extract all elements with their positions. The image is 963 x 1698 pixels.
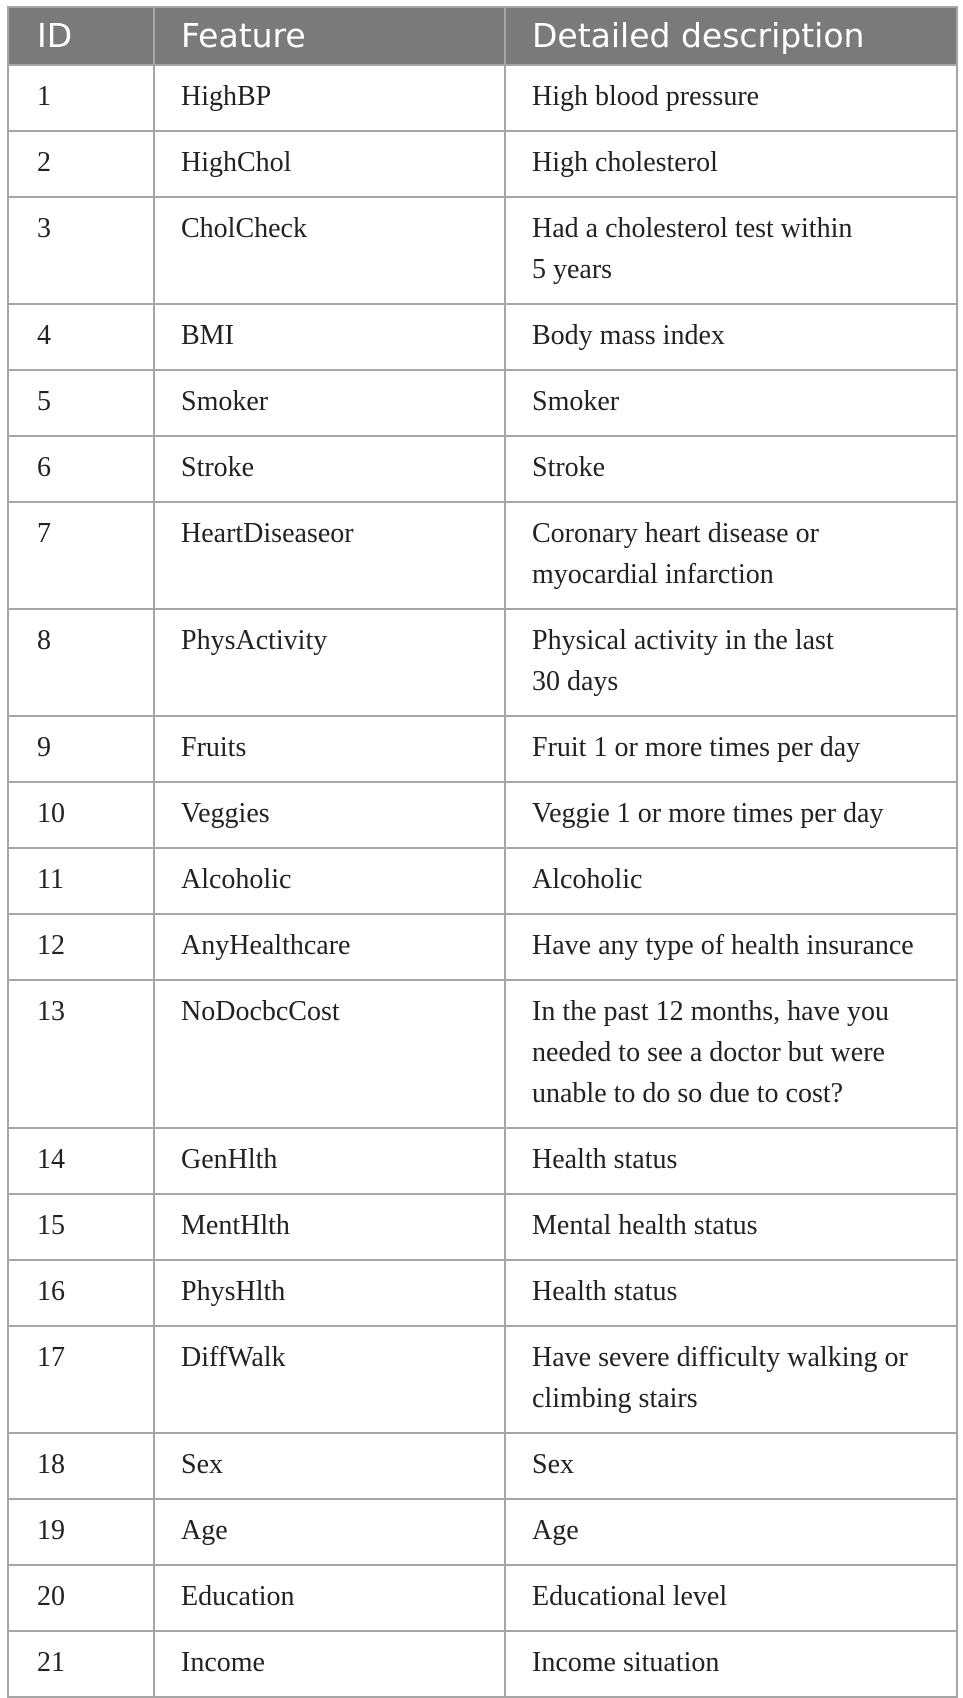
description-line: Coronary heart disease or — [532, 518, 819, 549]
cell-id: 5 — [8, 370, 154, 436]
table-row — [8, 1433, 957, 1499]
cell-description: Age — [505, 1499, 957, 1565]
cell-feature: PhysActivity — [154, 609, 505, 716]
description-line: unable to do so due to cost? — [532, 1078, 844, 1109]
description-line: climbing stairs — [532, 1383, 698, 1414]
table-row — [8, 65, 957, 131]
cell-description: Have any type of health insurance — [505, 914, 957, 980]
cell-description: Health status — [505, 1260, 957, 1326]
cell-feature: DiffWalk — [154, 1326, 505, 1433]
cell-description: Health status — [505, 1128, 957, 1194]
feature-table-container — [7, 6, 956, 1698]
cell-id: 6 — [8, 436, 154, 502]
cell-feature: PhysHlth — [154, 1260, 505, 1326]
description-line: In the past 12 months, have you — [532, 996, 889, 1027]
table-header — [8, 7, 957, 65]
table-row — [8, 848, 957, 914]
cell-description: Smoker — [505, 370, 957, 436]
cell-id: 8 — [8, 609, 154, 716]
cell-id: 20 — [8, 1565, 154, 1631]
cell-description: Stroke — [505, 436, 957, 502]
cell-id: 21 — [8, 1631, 154, 1697]
description-line: myocardial infarction — [532, 559, 774, 590]
cell-description — [505, 197, 957, 304]
cell-feature: AnyHealthcare — [154, 914, 505, 980]
cell-feature: HighBP — [154, 65, 505, 131]
cell-id: 14 — [8, 1128, 154, 1194]
cell-id: 4 — [8, 304, 154, 370]
cell-feature: Education — [154, 1565, 505, 1631]
cell-description: Veggie 1 or more times per day — [505, 782, 957, 848]
description-line: 5 years — [532, 254, 613, 285]
cell-id: 13 — [8, 980, 154, 1128]
cell-id: 19 — [8, 1499, 154, 1565]
table-row — [8, 131, 957, 197]
cell-feature: Income — [154, 1631, 505, 1697]
cell-feature: GenHlth — [154, 1128, 505, 1194]
header-feature: Feature — [154, 7, 505, 65]
table-row — [8, 1260, 957, 1326]
table-row — [8, 782, 957, 848]
cell-feature: CholCheck — [154, 197, 505, 304]
cell-feature: Veggies — [154, 782, 505, 848]
cell-feature: BMI — [154, 304, 505, 370]
cell-id: 10 — [8, 782, 154, 848]
table-row — [8, 1499, 957, 1565]
cell-id: 3 — [8, 197, 154, 304]
header-id: ID — [8, 7, 154, 65]
cell-feature: Alcoholic — [154, 848, 505, 914]
cell-id: 17 — [8, 1326, 154, 1433]
description-line: 30 days — [532, 666, 619, 697]
cell-id: 16 — [8, 1260, 154, 1326]
cell-id: 1 — [8, 65, 154, 131]
table-body — [8, 65, 957, 1697]
table-row — [8, 1194, 957, 1260]
cell-id: 7 — [8, 502, 154, 609]
table-row — [8, 609, 957, 716]
cell-id: 11 — [8, 848, 154, 914]
cell-description: Sex — [505, 1433, 957, 1499]
table-row — [8, 1631, 957, 1697]
cell-description: High cholesterol — [505, 131, 957, 197]
cell-id: 2 — [8, 131, 154, 197]
cell-feature: Stroke — [154, 436, 505, 502]
table-row — [8, 1326, 957, 1433]
cell-id: 9 — [8, 716, 154, 782]
cell-description — [505, 1326, 957, 1433]
table-row — [8, 914, 957, 980]
description-line: Had a cholesterol test within — [532, 213, 853, 244]
cell-description: Alcoholic — [505, 848, 957, 914]
cell-description: Income situation — [505, 1631, 957, 1697]
description-line: needed to see a doctor but were — [532, 1037, 885, 1068]
table-row — [8, 1128, 957, 1194]
table-row — [8, 716, 957, 782]
cell-id: 15 — [8, 1194, 154, 1260]
cell-feature: NoDocbcCost — [154, 980, 505, 1128]
header-description: Detailed description — [505, 7, 957, 65]
table-row — [8, 980, 957, 1128]
cell-id: 12 — [8, 914, 154, 980]
table-row — [8, 502, 957, 609]
table-row — [8, 370, 957, 436]
description-line: Physical activity in the last — [532, 625, 834, 656]
cell-description: Educational level — [505, 1565, 957, 1631]
description-line: Have severe difficulty walking or — [532, 1342, 908, 1373]
cell-feature: Sex — [154, 1433, 505, 1499]
cell-description — [505, 609, 957, 716]
table-row — [8, 304, 957, 370]
cell-feature: HeartDiseaseor — [154, 502, 505, 609]
cell-description: Fruit 1 or more times per day — [505, 716, 957, 782]
table-row — [8, 1565, 957, 1631]
cell-id: 18 — [8, 1433, 154, 1499]
table-row — [8, 436, 957, 502]
cell-feature: Age — [154, 1499, 505, 1565]
table-row — [8, 197, 957, 304]
cell-feature: MentHlth — [154, 1194, 505, 1260]
feature-table — [7, 6, 958, 1698]
cell-description — [505, 980, 957, 1128]
cell-feature: HighChol — [154, 131, 505, 197]
cell-description: Mental health status — [505, 1194, 957, 1260]
cell-description: High blood pressure — [505, 65, 957, 131]
cell-feature: Smoker — [154, 370, 505, 436]
cell-description — [505, 502, 957, 609]
cell-description: Body mass index — [505, 304, 957, 370]
cell-feature: Fruits — [154, 716, 505, 782]
header-row — [8, 7, 957, 65]
